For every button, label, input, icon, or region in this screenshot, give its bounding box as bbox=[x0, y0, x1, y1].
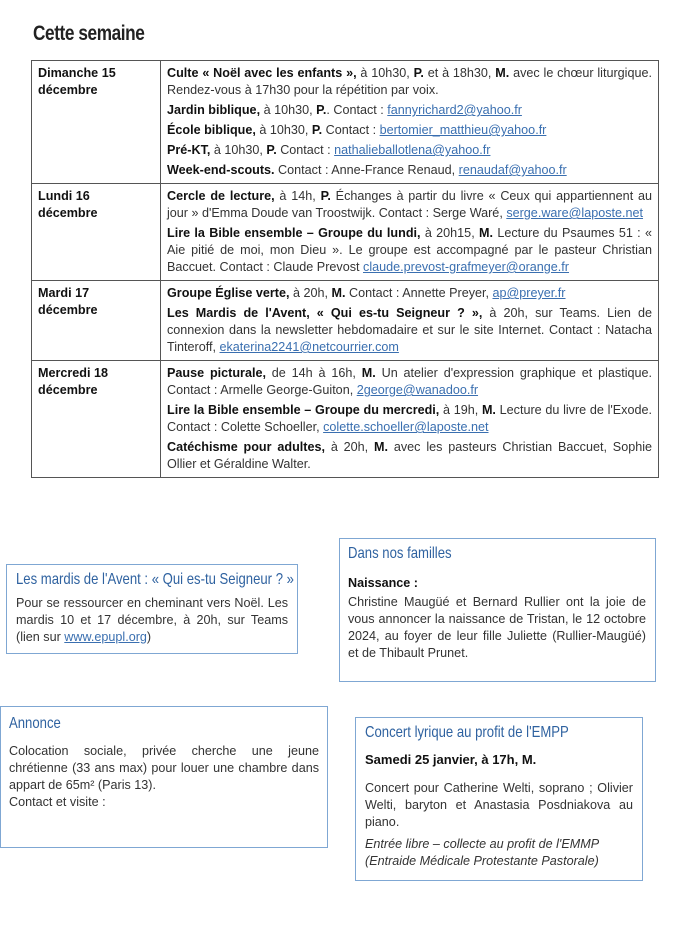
email-link[interactable]: serge.ware@laposte.net bbox=[506, 206, 644, 220]
avent-box bbox=[6, 564, 298, 654]
event-item bbox=[167, 122, 652, 139]
familles-box bbox=[339, 538, 656, 682]
day-label: Lundi 16 bbox=[38, 189, 90, 203]
email-link[interactable]: 2george@wanadoo.fr bbox=[356, 383, 479, 397]
event-place: P. bbox=[311, 123, 323, 137]
avent-title: Les mardis de l'Avent : « Qui es-tu Seigneur ? » bbox=[16, 571, 294, 588]
email-link[interactable]: renaudaf@yahoo.fr bbox=[458, 163, 567, 177]
day-label: Dimanche 15 bbox=[38, 66, 116, 80]
day-label: Mardi 17 bbox=[38, 286, 90, 300]
event-text: Contact : bbox=[322, 123, 380, 137]
event-place: P. bbox=[316, 103, 327, 117]
concert-title: Concert lyrique au profit de l'EMPP bbox=[365, 724, 569, 741]
event-name: Lire la Bible ensemble – Groupe du lundi, bbox=[167, 226, 421, 240]
page-title: Cette semaine bbox=[33, 22, 145, 45]
concert-text: Concert pour Catherine Welti, soprano ; Olivier Welti, baryton et Anastasia Posdniakova au piano. bbox=[365, 781, 633, 829]
month-label: décembre bbox=[38, 303, 98, 317]
concert-date: Samedi 25 janvier, à 17h, M. bbox=[365, 752, 537, 767]
event-text: Échanges à partir du livre « Ceux qui appartiennent au jour » d'Emma Doude van Troostwijk. Contact : Serge Waré, bbox=[167, 189, 653, 220]
schedule-table bbox=[31, 60, 659, 478]
event-text: Lecture du livre de l'Exode. Contact : Colette Schoeller, bbox=[167, 403, 652, 434]
event-place: P. bbox=[320, 189, 331, 203]
event-text: avec le chœur liturgique. Rendez-vous à 17h30 pour la répétition par voix. bbox=[167, 66, 652, 97]
event-item bbox=[167, 365, 652, 399]
event-text: à 20h, bbox=[289, 286, 332, 300]
email-link[interactable]: bertomier_matthieu@yahoo.fr bbox=[379, 123, 547, 137]
event-text: à 10h30, bbox=[255, 123, 312, 137]
day-cell bbox=[32, 184, 161, 281]
events-cell bbox=[161, 281, 659, 361]
avent-close: ) bbox=[146, 630, 152, 644]
event-item bbox=[167, 162, 652, 179]
event-name: Jardin biblique, bbox=[167, 103, 261, 117]
event-item bbox=[167, 225, 652, 276]
event-text: à 14h, bbox=[274, 189, 321, 203]
month-label: décembre bbox=[38, 206, 98, 220]
annonce-text: Colocation sociale, privée cherche une jeune chrétienne (33 ans max) pour louer une chambre dans appart de 65m² (Paris 13). bbox=[9, 744, 319, 792]
event-text: Contact : Annette Preyer, bbox=[345, 286, 493, 300]
event-item bbox=[167, 402, 652, 436]
event-text: Un atelier d'expression graphique et plastique. Contact : Armelle George-Guiton, bbox=[167, 366, 653, 397]
event-place: P. bbox=[413, 66, 424, 80]
event-text: et à 18h30, bbox=[423, 66, 496, 80]
email-link[interactable]: ekaterina2241@netcourrier.com bbox=[219, 340, 399, 354]
event-text: Contact : bbox=[276, 143, 335, 157]
month-label: décembre bbox=[38, 383, 98, 397]
event-place: M. bbox=[479, 226, 494, 240]
events-cell bbox=[161, 361, 659, 478]
event-text: Contact : Anne-France Renaud, bbox=[274, 163, 459, 177]
event-place: M. bbox=[481, 403, 496, 417]
day-label: Mercredi 18 bbox=[38, 366, 109, 380]
event-item bbox=[167, 142, 652, 159]
familles-title: Dans nos familles bbox=[348, 545, 452, 562]
event-name: Les Mardis de l'Avent, « Qui es-tu Seigneur ? », bbox=[167, 306, 483, 320]
event-text: à 20h, bbox=[324, 440, 375, 454]
event-item bbox=[167, 285, 652, 302]
event-item bbox=[167, 188, 652, 222]
day-cell bbox=[32, 281, 161, 361]
avent-text: Pour se ressourcer en cheminant vers Noël. Les mardis 10 et 17 décembre, à 20h, sur Teams (lien sur bbox=[16, 596, 288, 644]
event-item bbox=[167, 65, 652, 99]
event-place: M. bbox=[331, 286, 346, 300]
epupl-link[interactable]: www.epupl.org bbox=[64, 630, 147, 644]
event-name: Lire la Bible ensemble – Groupe du mercredi, bbox=[167, 403, 440, 417]
event-place: M. bbox=[361, 366, 376, 380]
email-link[interactable]: colette.schoeller@laposte.net bbox=[323, 420, 489, 434]
event-name: Catéchisme pour adultes, bbox=[167, 440, 325, 454]
month-label: décembre bbox=[38, 83, 98, 97]
day-cell bbox=[32, 61, 161, 184]
table-row bbox=[32, 361, 659, 478]
concert-note: Entrée libre – collecte au profit de l'EMMP (Entraide Médicale Protestante Pastorale) bbox=[365, 837, 599, 868]
event-text: à 10h30, bbox=[260, 103, 317, 117]
event-place: M. bbox=[495, 66, 510, 80]
avent-text-block bbox=[16, 595, 288, 646]
familles-text: Christine Maugüé et Bernard Rullier ont la joie de vous annoncer la naissance de Tristan, le 12 octobre 2024, au foyer de leur fille Juliette (Rullier-Maugüé) et de Thibault Prunet. bbox=[348, 595, 646, 660]
table-row bbox=[32, 61, 659, 184]
event-text: Lecture du Psaumes 51 : « Aie pitié de moi, mon Dieu ». Le groupe est accompagné par le pasteur Christian Baccuet. Contact : Claude Prevost bbox=[167, 226, 652, 274]
email-link[interactable]: claude.prevost-grafmeyer@orange.fr bbox=[363, 260, 569, 274]
event-text: à 10h30, bbox=[210, 143, 267, 157]
event-place: M. bbox=[374, 440, 389, 454]
events-cell bbox=[161, 61, 659, 184]
event-item bbox=[167, 439, 652, 473]
email-link[interactable]: ap@preyer.fr bbox=[492, 286, 566, 300]
event-name: Cercle de lecture, bbox=[167, 189, 275, 203]
concert-box bbox=[355, 717, 643, 881]
annonce-contact: Contact et visite : bbox=[9, 795, 106, 809]
events-cell bbox=[161, 184, 659, 281]
event-item bbox=[167, 102, 652, 119]
event-text: à 20h, sur Teams. Lien de connexion dans la newsletter hebdomadaire et sur le site Internet. Contact : Natacha Tinteroff, bbox=[167, 306, 653, 354]
event-name: Pause picturale, bbox=[167, 366, 266, 380]
event-text: avec les pasteurs Christian Baccuet, Sophie Ollier et Géraldine Walter. bbox=[167, 440, 653, 471]
event-name: Pré-KT, bbox=[167, 143, 211, 157]
event-text: à 19h, bbox=[439, 403, 482, 417]
table-row bbox=[32, 281, 659, 361]
annonce-title: Annonce bbox=[9, 715, 61, 732]
event-text: de 14h à 16h, bbox=[265, 366, 362, 380]
familles-subtitle: Naissance : bbox=[348, 576, 419, 590]
event-place: P. bbox=[266, 143, 277, 157]
table-row bbox=[32, 184, 659, 281]
event-name: Culte « Noël avec les enfants », bbox=[167, 66, 357, 80]
event-text: à 10h30, bbox=[356, 66, 414, 80]
event-item bbox=[167, 305, 652, 356]
event-name: Week-end-scouts. bbox=[167, 163, 275, 177]
day-cell bbox=[32, 361, 161, 478]
email-link[interactable]: fannyrichard2@yahoo.fr bbox=[387, 103, 522, 117]
event-text: à 20h15, bbox=[420, 226, 480, 240]
event-name: Groupe Église verte, bbox=[167, 286, 290, 300]
email-link[interactable]: nathalieballotlena@yahoo.fr bbox=[334, 143, 491, 157]
event-name: École biblique, bbox=[167, 123, 256, 137]
annonce-box bbox=[0, 706, 328, 848]
event-text: . Contact : bbox=[326, 103, 388, 117]
